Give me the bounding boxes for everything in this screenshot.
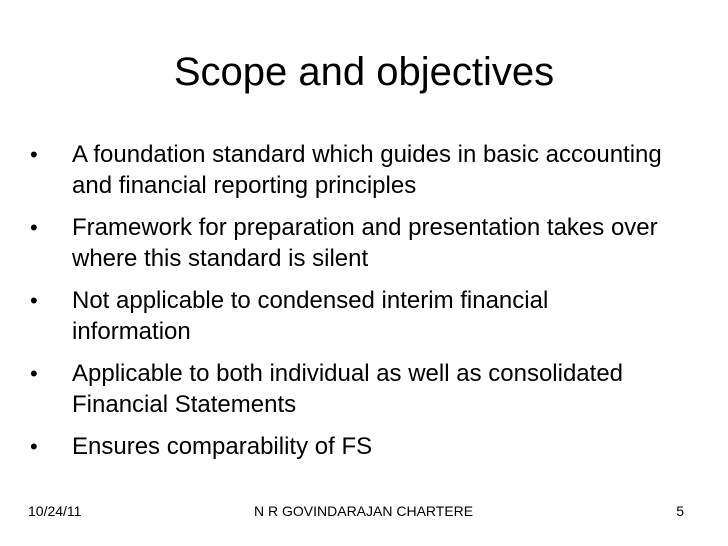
bullet-item (28, 139, 668, 201)
bullet-marker: • (30, 288, 38, 313)
page-number: 5 (676, 503, 684, 519)
bullet-marker: • (30, 142, 38, 167)
bullet-text: Ensures comparability of FS (72, 433, 373, 460)
bullet-item (28, 285, 668, 347)
bullet-marker: • (30, 361, 38, 386)
footer-author: N R GOVINDARAJAN CHARTERE (254, 503, 474, 519)
bullet-list (28, 139, 668, 473)
bullet-text: Framework for preparation and presentation takes over where this standard is silent (72, 214, 658, 272)
bullet-item (28, 358, 668, 420)
bullet-text: A foundation standard which guides in basic accounting and financial reporting principles (72, 141, 662, 199)
bullet-item (28, 212, 668, 274)
bullet-item (28, 431, 668, 462)
bullet-text: Applicable to both individual as well as consolidated Financial Statements (72, 360, 624, 418)
bullet-marker: • (30, 215, 38, 240)
bullet-marker: • (30, 434, 38, 459)
bullet-text: Not applicable to condensed interim financial information (72, 287, 549, 345)
slide-title: Scope and objectives (173, 50, 555, 94)
footer-date: 10/24/11 (28, 503, 82, 519)
